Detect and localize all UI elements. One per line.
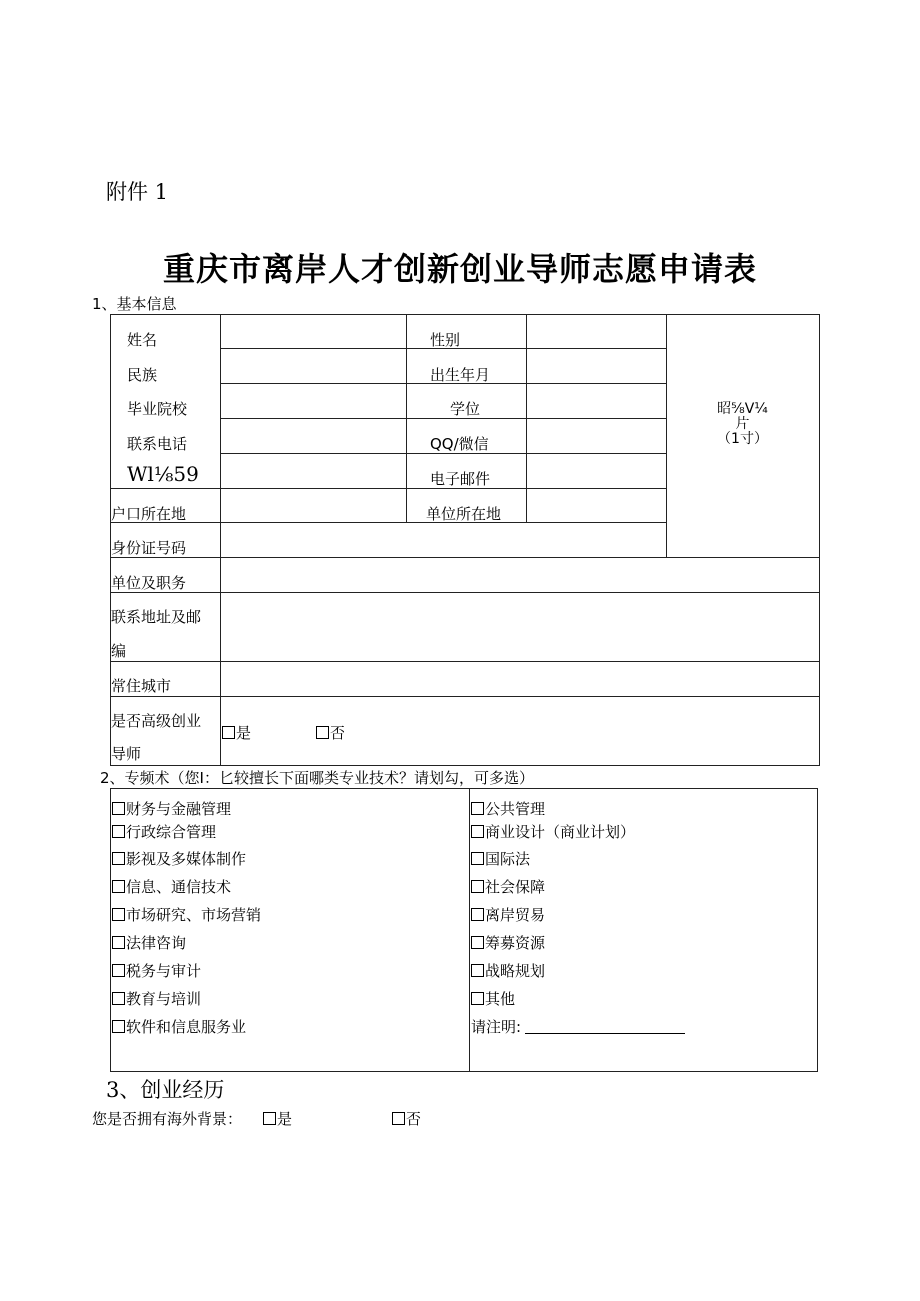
other-note[interactable]: [471, 1016, 685, 1037]
section-2-heading: 2、专频术（您I：匕较擅长下面哪类专业技术？请划勾，可多选）: [100, 769, 534, 787]
left-skill-option[interactable]: [112, 988, 201, 1009]
checkbox-icon: [222, 726, 235, 739]
attachment-label: 附件 1: [106, 180, 169, 204]
overseas-question-label: 您是否拥有海外背景：: [92, 1110, 243, 1128]
right-skill-option[interactable]: [471, 876, 545, 897]
checkbox-icon: [112, 825, 125, 838]
other-note-label: 请注明:: [471, 1018, 522, 1036]
checkbox-icon: [471, 964, 484, 977]
label-senior-line1: 是否高级创业: [111, 712, 202, 730]
label-hukou: 户口所在地: [111, 505, 187, 523]
skill-label: 法律咨询: [126, 934, 187, 952]
skill-label: 商业设计（商业计划）: [485, 823, 636, 841]
skill-label: 行政综合管理: [126, 823, 217, 841]
skill-label: 离岸贸易: [485, 906, 546, 924]
left-skill-option[interactable]: [112, 1016, 246, 1037]
checkbox-icon: [112, 880, 125, 893]
label-ethnicity: 民族: [127, 366, 158, 384]
checkbox-icon: [392, 1112, 405, 1125]
label-email: 电子邮件: [430, 470, 491, 488]
right-skill-option[interactable]: [471, 904, 545, 925]
left-skill-option[interactable]: [112, 821, 216, 842]
skill-label: 市场研究、市场营销: [126, 906, 262, 924]
page-title: 重庆市离岸人才创新创业导师志愿申请表: [162, 250, 757, 288]
label-senior-line2: 导师: [111, 745, 142, 763]
left-skill-option[interactable]: [112, 960, 201, 981]
skill-label: 税务与审计: [126, 962, 202, 980]
senior-no-option[interactable]: 否: [316, 722, 345, 743]
skill-label: 筹募资源: [485, 934, 546, 952]
right-skill-option[interactable]: [471, 848, 530, 869]
checkbox-icon: [112, 992, 125, 1005]
skill-label: 信息、通信技术: [126, 878, 232, 896]
right-skill-option[interactable]: [471, 821, 635, 842]
skill-label: 软件和信息服务业: [126, 1018, 247, 1036]
overseas-no-option[interactable]: 否: [392, 1108, 421, 1129]
label-city: 常住城市: [111, 677, 172, 695]
label-name: 姓名: [127, 331, 158, 349]
checkbox-icon: [112, 852, 125, 865]
left-skill-option[interactable]: [112, 876, 231, 897]
section-1-heading: 1、基本信息: [92, 295, 177, 313]
left-skill-option[interactable]: [112, 932, 186, 953]
label-degree: 学位: [450, 400, 481, 418]
checkbox-icon: [471, 936, 484, 949]
checkbox-icon: [471, 908, 484, 921]
right-skill-option[interactable]: [471, 960, 545, 981]
right-skill-option[interactable]: [471, 798, 545, 819]
photo-line3: （1寸）: [717, 431, 768, 447]
checkbox-icon: [112, 802, 125, 815]
skill-label: 影视及多媒体制作: [126, 850, 247, 868]
checkbox-icon: [471, 802, 484, 815]
label-school: 毕业院校: [127, 400, 188, 418]
label-work-location: 单位所在地: [426, 505, 502, 523]
skill-label: 战略规划: [485, 962, 546, 980]
label-qq: QQ/微信: [430, 435, 489, 453]
skill-label: 教育与培训: [126, 990, 202, 1008]
photo-line2: 片: [735, 416, 750, 432]
checkbox-icon: [471, 992, 484, 1005]
overseas-yes-option[interactable]: 是: [263, 1108, 292, 1129]
skill-label: 国际法: [485, 850, 531, 868]
right-skill-option[interactable]: [471, 932, 545, 953]
checkbox-icon: [316, 726, 329, 739]
overseas-question: [92, 1108, 422, 1129]
checkbox-icon: [471, 880, 484, 893]
label-id-number: 身份证号码: [111, 539, 187, 557]
left-skill-option[interactable]: [112, 848, 246, 869]
checkbox-icon: [263, 1112, 276, 1125]
label-address-line1: 联系地址及邮: [111, 608, 202, 626]
other-note-input[interactable]: [525, 1033, 685, 1034]
senior-yes-option[interactable]: 是: [222, 722, 251, 743]
checkbox-icon: [471, 852, 484, 865]
skill-label: 财务与金融管理: [126, 800, 232, 818]
label-unit-position: 单位及职务: [111, 574, 187, 592]
checkbox-icon: [112, 1020, 125, 1033]
label-garbled: Wl⅛59: [127, 462, 199, 486]
left-skill-option[interactable]: [112, 798, 231, 819]
photo-placeholder[interactable]: [666, 402, 819, 447]
label-gender: 性别: [430, 331, 461, 349]
checkbox-icon: [112, 936, 125, 949]
checkbox-icon: [112, 964, 125, 977]
right-skill-option[interactable]: [471, 988, 515, 1009]
left-skill-option[interactable]: [112, 904, 261, 925]
checkbox-icon: [471, 825, 484, 838]
label-phone: 联系电话: [127, 435, 188, 453]
label-birth: 出生年月: [430, 366, 491, 384]
skill-label: 社会保障: [485, 878, 546, 896]
skill-label: 公共管理: [485, 800, 546, 818]
photo-line1: 昭⅝V¼: [717, 401, 768, 417]
checkbox-icon: [112, 908, 125, 921]
section-3-heading: 3、创业经历: [106, 1078, 225, 1102]
label-address-line2: 编: [111, 642, 127, 660]
skill-label: 其他: [485, 990, 516, 1008]
